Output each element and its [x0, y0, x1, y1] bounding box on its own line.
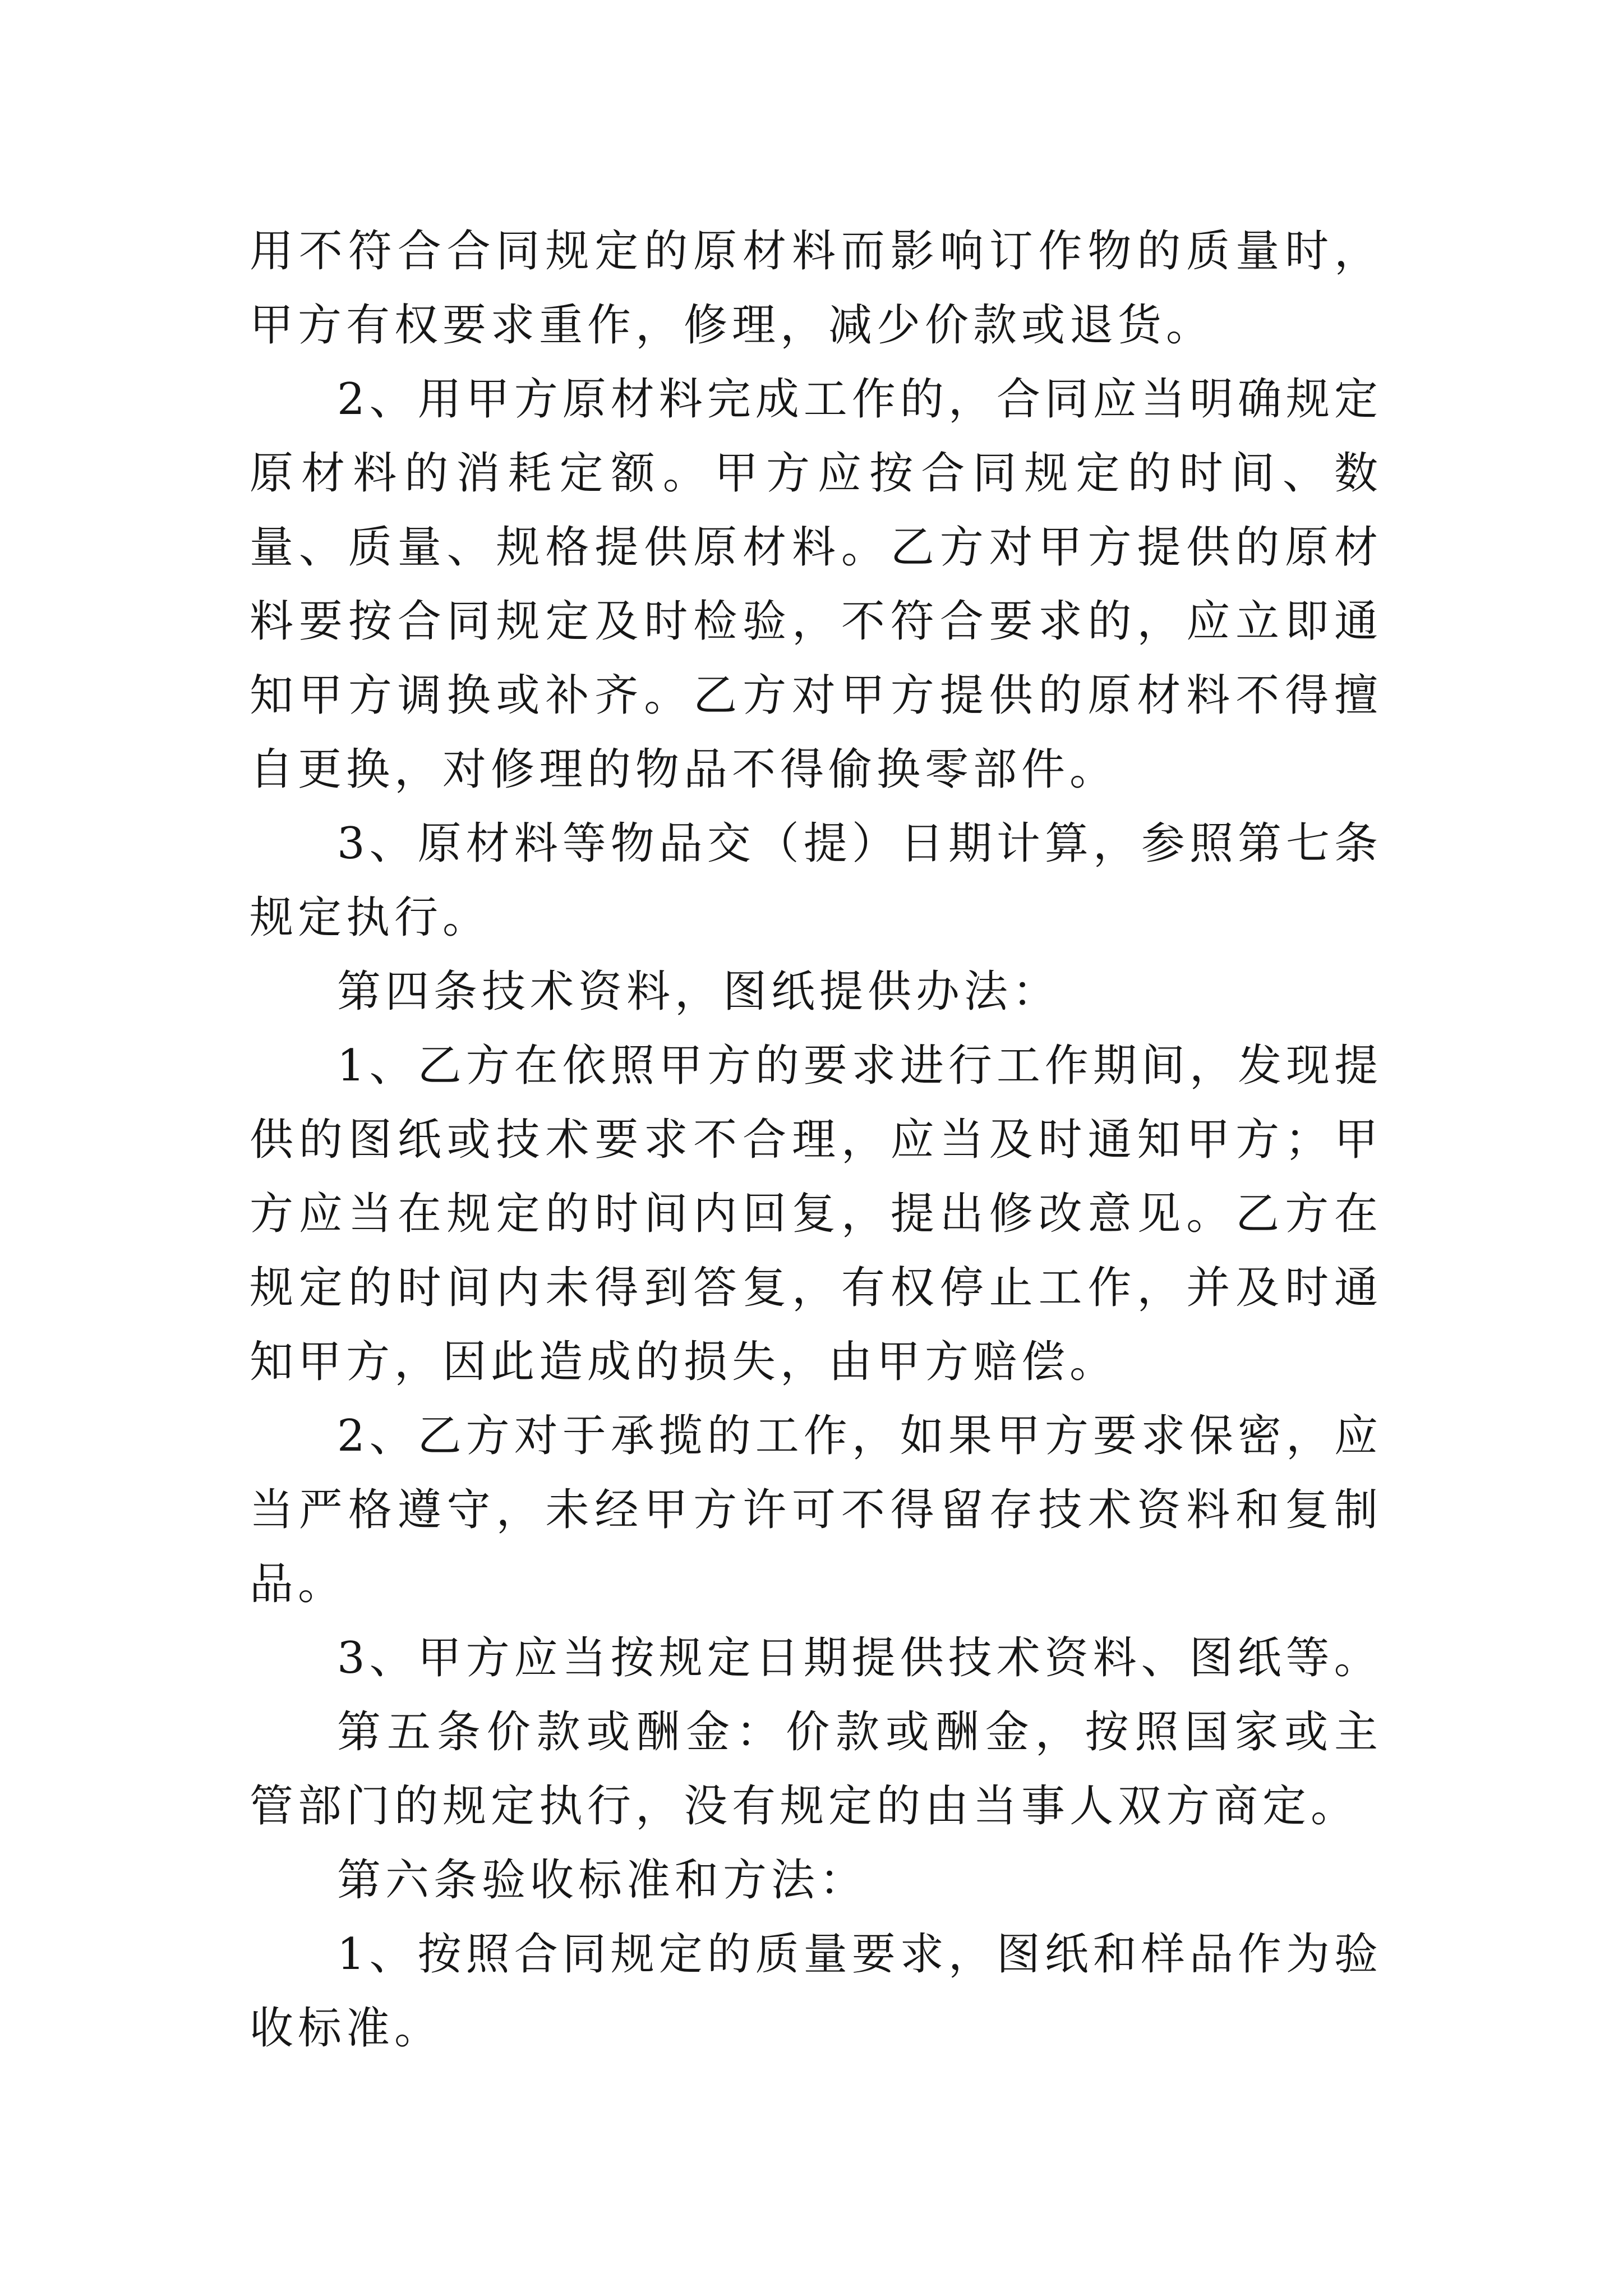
- document-body: [250, 214, 1382, 2065]
- paragraph-article-4-item-3: 3、甲方应当按规定日期提供技术资料、图纸等。: [337, 1633, 1382, 1683]
- heading-article-4: 第四条技术资料，图纸提供办法：: [337, 967, 1061, 1017]
- paragraph-article-5: 第五条价款或酬金：价款或酬金，按照国家或主管部门的规定执行，没有规定的由当事人双方商定。: [250, 1707, 1382, 1832]
- paragraph-continuation: 用不符合合同规定的原材料而影响订作物的质量时，甲方有权要求重作，修理，减少价款或退货。: [250, 226, 1382, 351]
- heading-article-6: 第六条验收标准和方法：: [337, 1855, 868, 1906]
- paragraph-article-4-item-2: 2、乙方对于承揽的工作，如果甲方要求保密，应当严格遵守，未经甲方许可不得留存技术资料和复制品。: [250, 1411, 1382, 1609]
- paragraph-article-6-item-1: 1、按照合同规定的质量要求，图纸和样品作为验收标准。: [250, 1929, 1382, 2054]
- paragraph-clause-3-item-3: 3、原材料等物品交（提）日期计算，参照第七条规定执行。: [250, 818, 1382, 943]
- paragraph-clause-3-item-2: 2、用甲方原材料完成工作的，合同应当明确规定原材料的消耗定额。甲方应按合同规定的时间、数量、质量、规格提供原材料。乙方对甲方提供的原材料要按合同规定及时检验，不符合要求的，应立即通知甲方调换或补齐。乙方对甲方提供的原材料不得擅自更换，对修理的物品不得偷换零部件。: [250, 374, 1382, 795]
- paragraph-article-4-item-1: 1、乙方在依照甲方的要求进行工作期间，发现提供的图纸或技术要求不合理，应当及时通知甲方；甲方应当在规定的时间内回复，提出修改意见。乙方在规定的时间内未得到答复，有权停止工作，并及时通知甲方，因此造成的损失，由甲方赔偿。: [250, 1041, 1382, 1387]
